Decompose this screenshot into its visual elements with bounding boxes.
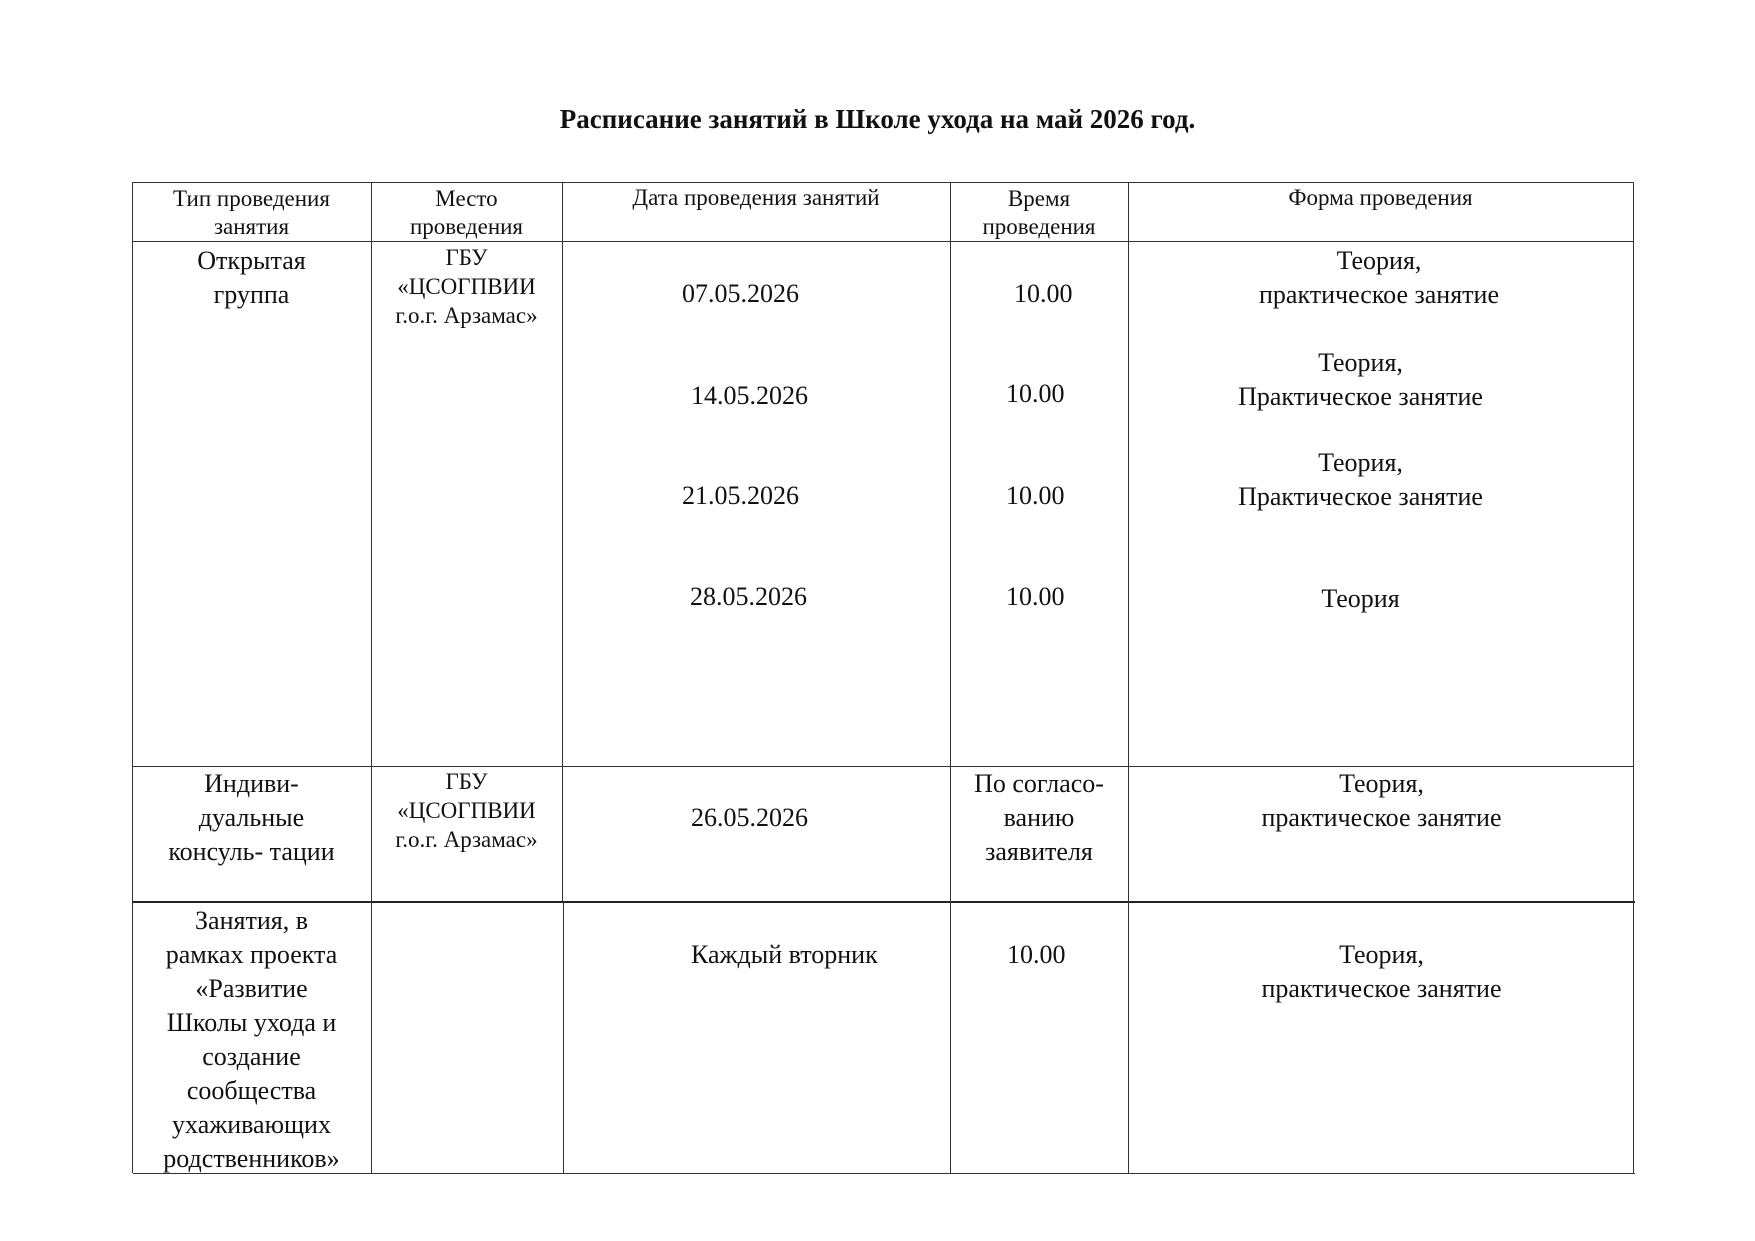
table-border-right — [1633, 182, 1634, 1173]
header-type-line-1: Тип проведения — [173, 186, 330, 211]
row2-session1-form-line-2: практическое занятие — [1261, 803, 1502, 832]
row2-place-line-3: г.о.г. Арзамас» — [395, 827, 538, 852]
row-divider-2 — [132, 901, 1635, 903]
row2-session1-form — [1128, 767, 1635, 835]
header-divider — [132, 241, 1634, 242]
row2-session1-time — [950, 767, 1128, 869]
row2-place — [371, 767, 562, 854]
row1-session3-time: 10.00 — [1006, 481, 1065, 510]
row1-session1-form-line-2: практическое занятие — [1259, 280, 1499, 309]
header-type-line-2: занятия — [213, 214, 290, 239]
row1-session3-date: 21.05.2026 — [682, 481, 799, 510]
row1-session2-date: 14.05.2026 — [691, 381, 808, 410]
header-type — [132, 185, 371, 241]
row3-type-line-7: ухаживающих — [172, 1110, 331, 1139]
row2-session1-time-line-2: ванию — [1003, 803, 1075, 832]
row3-type-line-3: «Развитие — [195, 974, 308, 1003]
row1-session4-form-line-1: Теория — [1321, 584, 1400, 613]
header-time-line-2: проведения — [982, 214, 1096, 239]
header-date-line: Дата проведения занятий — [632, 185, 880, 210]
row2-session1-form-line-1: Теория, — [1339, 769, 1424, 798]
row3-session1-form — [1128, 938, 1635, 1006]
table-border-top — [132, 182, 1634, 183]
row1-session1-time: 10.00 — [1014, 279, 1073, 308]
row1-session4-time: 10.00 — [1006, 582, 1065, 611]
header-time-line-1: Время — [1007, 186, 1071, 211]
row2-type-line-2: дуальные — [198, 803, 305, 832]
row1-place-line-2: «ЦСОГПВИИ — [397, 274, 536, 299]
row1-place-line-3: г.о.г. Арзамас» — [395, 303, 538, 328]
row3-type-line-8: родственников» — [163, 1144, 340, 1173]
document-title: Расписание занятий в Школе ухода на май 2026 год. — [559, 104, 1196, 134]
row1-session2-form — [1128, 346, 1593, 414]
row2-session1-date: 26.05.2026 — [691, 803, 808, 832]
row1-place — [371, 243, 562, 330]
row1-session1-form-line-1: Теория, — [1336, 246, 1422, 275]
row3-session1-form-line-1: Теория, — [1339, 940, 1424, 969]
header-time — [950, 185, 1128, 241]
row2-session1-time-line-3: заявителя — [985, 837, 1093, 866]
row1-type-line-1: Открытая — [197, 246, 306, 275]
row1-session1-date: 07.05.2026 — [682, 279, 799, 308]
row1-session2-form-line-1: Теория, — [1318, 348, 1403, 377]
row2-place-line-1: ГБУ — [445, 769, 488, 794]
column-divider-3 — [950, 182, 951, 1173]
column-divider-1 — [371, 182, 372, 1173]
header-place — [371, 185, 562, 241]
row3-type-line-5: создание — [202, 1042, 301, 1071]
column-divider-4 — [1128, 182, 1129, 1173]
row3-type — [132, 904, 371, 1176]
row1-session3-form-line-2: Практическое занятие — [1238, 482, 1483, 511]
row3-type-line-1: Занятия, в — [195, 906, 308, 935]
column-divider-2a — [562, 182, 563, 902]
row2-type — [132, 767, 371, 869]
row1-session3-form — [1128, 446, 1593, 514]
header-form — [1128, 184, 1633, 212]
row3-type-line-6: сообщества — [186, 1076, 317, 1105]
row1-place-line-1: ГБУ — [445, 245, 488, 270]
row1-session2-time: 10.00 — [1006, 379, 1065, 408]
row3-session1-time: 10.00 — [1007, 940, 1066, 969]
row3-session1-form-line-2: практическое занятие — [1261, 974, 1502, 1003]
row1-type — [132, 244, 371, 312]
row1-session4-date: 28.05.2026 — [690, 582, 807, 611]
column-divider-2b — [563, 902, 564, 1173]
row3-type-line-2: рамках проекта — [165, 940, 338, 969]
row1-session3-form-line-1: Теория, — [1318, 448, 1403, 477]
row1-session4-form — [1128, 582, 1593, 616]
row3-session1-date: Каждый вторник — [691, 940, 878, 969]
row1-session1-form — [1128, 244, 1630, 312]
header-place-line-1: Место — [435, 186, 498, 211]
row3-type-line-4: Школы ухода и — [166, 1008, 337, 1037]
header-form-line: Форма проведения — [1288, 185, 1473, 210]
row2-place-line-2: «ЦСОГПВИИ — [397, 798, 536, 823]
row1-type-line-2: группа — [213, 280, 290, 309]
row1-session2-form-line-2: Практическое занятие — [1238, 382, 1483, 411]
row2-type-line-3: консуль- тации — [168, 837, 335, 866]
header-place-line-2: проведения — [409, 214, 524, 239]
row2-session1-time-line-1: По согласо- — [974, 769, 1104, 798]
header-date — [562, 184, 950, 212]
row2-type-line-1: Индиви- — [204, 769, 299, 798]
